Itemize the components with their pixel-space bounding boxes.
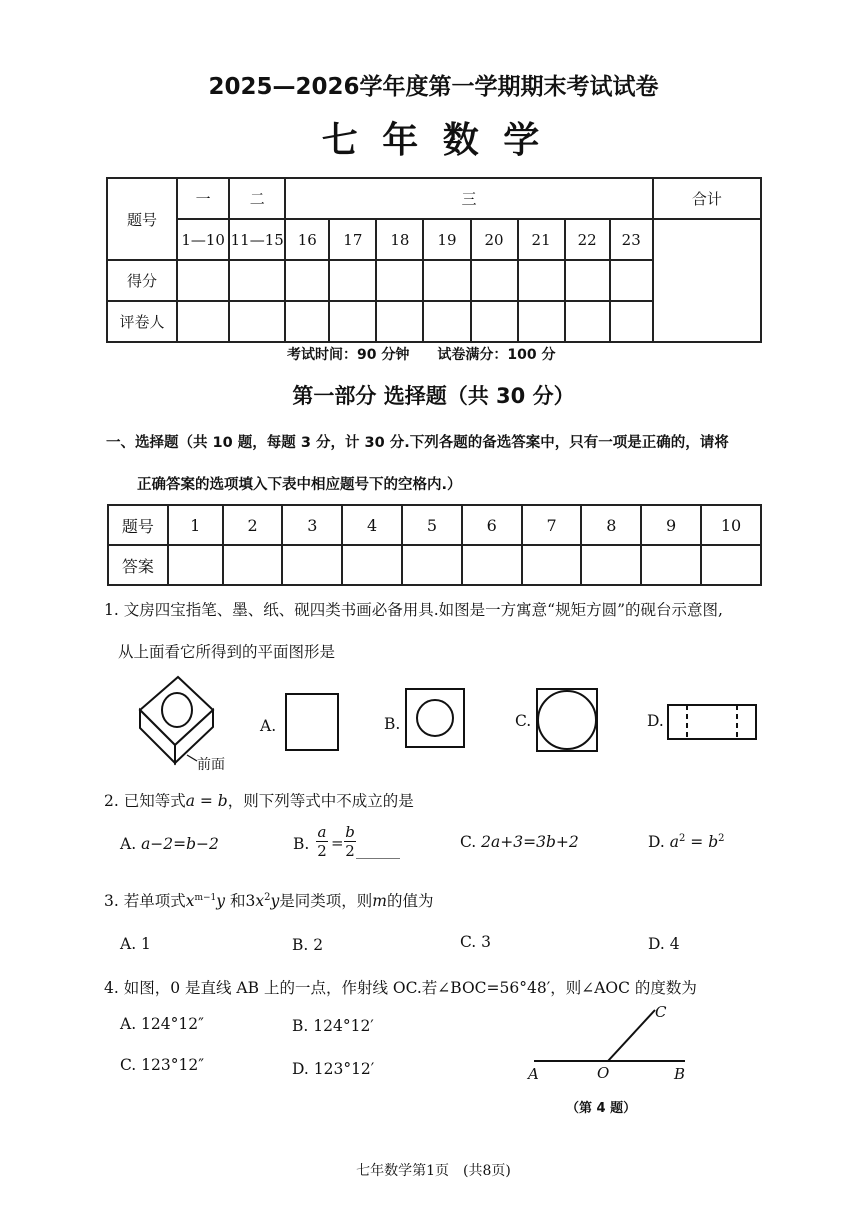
grader-cell[interactable] <box>285 301 329 342</box>
score-cell[interactable] <box>610 260 653 301</box>
answer-cell[interactable] <box>223 545 283 585</box>
section-one: 一 <box>177 178 229 219</box>
q2-option-d-base-b: b <box>708 833 719 852</box>
qnum-17: 17 <box>329 219 376 260</box>
sub-one: 1—10 <box>177 219 229 260</box>
grader-cell[interactable] <box>376 301 423 342</box>
q2-fraction-b-num: b <box>345 823 355 841</box>
score-cell[interactable] <box>471 260 518 301</box>
q2-fraction-a-den: 2 <box>317 842 327 860</box>
q2-stem-equation: a = b <box>185 792 228 810</box>
qnum-22: 22 <box>565 219 610 260</box>
q2-stem-suffix: ，则下列等式中不成立的是 <box>227 792 414 810</box>
answer-num-5: 5 <box>402 505 462 545</box>
qnum-20: 20 <box>471 219 518 260</box>
score-cell[interactable] <box>518 260 565 301</box>
qnum-19: 19 <box>423 219 470 260</box>
answer-cell[interactable] <box>168 545 223 585</box>
q4-option-b: B. 124°12′ <box>292 1017 374 1035</box>
q2-option-c-text: 2a+3=3b+2 <box>481 833 579 851</box>
grader-cell[interactable] <box>610 301 653 342</box>
total-header: 合计 <box>653 178 761 219</box>
q3-stem <box>104 889 433 911</box>
total-score-cell[interactable] <box>653 219 761 342</box>
qnum-18: 18 <box>376 219 423 260</box>
q1-line-2: 从上面看它所得到的平面图形是 <box>118 643 336 661</box>
q3-option-a: A. 1 <box>120 935 151 953</box>
q4-option-a: A. 124°12″ <box>120 1015 204 1033</box>
part-one-heading: 第一部分 选择题（共 30 分） <box>292 384 575 408</box>
exam-title: 2025—2026学年度第一学期期末考试试卷 <box>208 74 659 100</box>
answer-cell[interactable] <box>462 545 522 585</box>
grader-cell[interactable] <box>423 301 470 342</box>
answer-label-tihao: 题号 <box>108 505 168 545</box>
point-o-label: O <box>597 1064 610 1082</box>
answer-num-4: 4 <box>342 505 402 545</box>
q2-option-d-base-a: a <box>669 833 679 852</box>
q1-option-d-label: D. <box>647 712 664 730</box>
option-c-square-circle <box>536 688 598 752</box>
q1-line-1: 1. 文房四宝指笔、墨、纸、砚四类书画必备用具.如图是一方寓意“规矩方圆”的砚台示意图, <box>104 601 723 619</box>
answer-num-6: 6 <box>462 505 522 545</box>
q3-mono2-coef: 3 <box>245 892 256 910</box>
score-cell[interactable] <box>329 260 376 301</box>
answer-num-9: 9 <box>641 505 701 545</box>
answer-cell[interactable] <box>342 545 402 585</box>
answer-num-3: 3 <box>282 505 342 545</box>
page-footer: 七年数学第1页 (共8页) <box>356 1163 511 1179</box>
q3-mono1-y: y <box>216 892 226 910</box>
answer-num-7: 7 <box>522 505 582 545</box>
q2-option-c <box>460 833 579 851</box>
answer-cell[interactable] <box>522 545 582 585</box>
q3-option-b: B. 2 <box>292 936 324 954</box>
q3-stem-mid: 和 <box>225 892 246 910</box>
qnum-21: 21 <box>518 219 565 260</box>
q4-stem: 4. 如图，0 是直线 AB 上的一点，作射线 OC.若∠BOC=56°48′，则∠AOC 的度数为 <box>104 979 697 997</box>
row-label-score: 得分 <box>107 260 177 301</box>
q2-option-d-equals: = <box>685 833 709 852</box>
q3-mono2-exp: 2 <box>264 891 271 903</box>
option-a-square <box>285 693 339 751</box>
q3-option-d: D. 4 <box>648 935 680 953</box>
q2-fraction-b <box>344 823 356 860</box>
q4-option-d: D. 123°12′ <box>292 1060 375 1078</box>
answer-num-10: 10 <box>701 505 761 545</box>
q2-option-d <box>648 833 725 851</box>
grader-cell[interactable] <box>471 301 518 342</box>
section-three: 三 <box>285 178 653 219</box>
point-a-label: A <box>528 1065 539 1083</box>
q2-option-a <box>120 835 219 853</box>
q3-mono2-base: x <box>255 892 265 910</box>
answer-num-1: 1 <box>168 505 223 545</box>
answer-label: 答案 <box>108 545 168 585</box>
score-cell[interactable] <box>285 260 329 301</box>
q2-underline <box>356 858 400 859</box>
q4-option-c: C. 123°12″ <box>120 1056 205 1074</box>
q3-mono1-exp: m−1 <box>194 892 217 903</box>
score-cell[interactable] <box>423 260 470 301</box>
inkstone-figure <box>135 675 225 765</box>
grader-cell[interactable] <box>229 301 285 342</box>
q3-mono1-base: x <box>185 892 195 910</box>
q3-stem-suffix: 是同类项，则 <box>279 892 373 910</box>
grader-cell[interactable] <box>565 301 610 342</box>
q3-stem-var: m <box>372 892 387 910</box>
option-b-square-circle <box>405 688 465 748</box>
q1-option-c-label: C. <box>515 712 532 730</box>
q2-option-c-label: C. <box>460 833 477 851</box>
q3-mono2-y: y <box>270 892 280 910</box>
answer-cell[interactable] <box>402 545 462 585</box>
answer-num-2: 2 <box>223 505 283 545</box>
answer-cell[interactable] <box>641 545 701 585</box>
q2-option-a-label: A. <box>120 835 137 853</box>
answer-table <box>107 504 762 586</box>
grader-cell[interactable] <box>177 301 229 342</box>
point-b-label: B <box>674 1065 686 1083</box>
instruction-line-2: 正确答案的选项填入下表中相应题号下的空格内.） <box>137 477 462 493</box>
point-c-label: C <box>655 1003 667 1021</box>
answer-cell[interactable] <box>581 545 641 585</box>
grader-cell[interactable] <box>518 301 565 342</box>
q2-stem-prefix: 2. 已知等式 <box>104 792 186 810</box>
q2-fraction-equals: = <box>331 834 344 852</box>
answer-cell[interactable] <box>282 545 342 585</box>
exam-info: 考试时间：90 分钟 试卷满分：100 分 <box>287 347 556 363</box>
grader-cell[interactable] <box>329 301 376 342</box>
q3-option-c: C. 3 <box>460 933 492 951</box>
score-cell[interactable] <box>177 260 229 301</box>
q2-fraction-a <box>316 823 328 860</box>
q1-option-a-label: A. <box>260 717 277 735</box>
row-label-grader: 评卷人 <box>107 301 177 342</box>
q3-stem-end: 的值为 <box>386 892 434 910</box>
sub-two: 11—15 <box>229 219 285 260</box>
q2-option-d-label: D. <box>648 833 665 852</box>
qnum-23: 23 <box>610 219 653 260</box>
q2-stem <box>104 789 414 811</box>
score-cell[interactable] <box>565 260 610 301</box>
score-cell[interactable] <box>376 260 423 301</box>
q2-option-a-text: a−2=b−2 <box>141 835 219 853</box>
subject-title: 七 年 数 学 <box>321 120 546 161</box>
q2-option-d-exp-a: 2 <box>679 833 686 844</box>
answer-num-8: 8 <box>581 505 641 545</box>
q3-stem-prefix: 3. 若单项式 <box>104 892 186 910</box>
figure-caption: （第 4 题） <box>566 1101 637 1116</box>
instruction-line-1: 一、选择题（共 10 题，每题 3 分，计 30 分.下列各题的备选答案中，只有一项是正确的，请将 <box>106 435 729 451</box>
q2-option-d-exp-b: 2 <box>718 833 725 844</box>
score-label-tihao: 题号 <box>107 178 177 260</box>
answer-cell[interactable] <box>701 545 761 585</box>
qnum-16: 16 <box>285 219 329 260</box>
option-d-rectangle-dashed <box>667 704 757 740</box>
score-table <box>106 177 762 343</box>
q2-fraction-b-den: 2 <box>345 842 355 860</box>
q2-option-b-label: B. <box>293 835 310 853</box>
section-two: 二 <box>229 178 285 219</box>
q1-option-b-label: B. <box>384 715 401 733</box>
score-cell[interactable] <box>229 260 285 301</box>
q2-fraction-a-num: a <box>317 823 327 841</box>
front-label: 前面 <box>197 757 225 773</box>
